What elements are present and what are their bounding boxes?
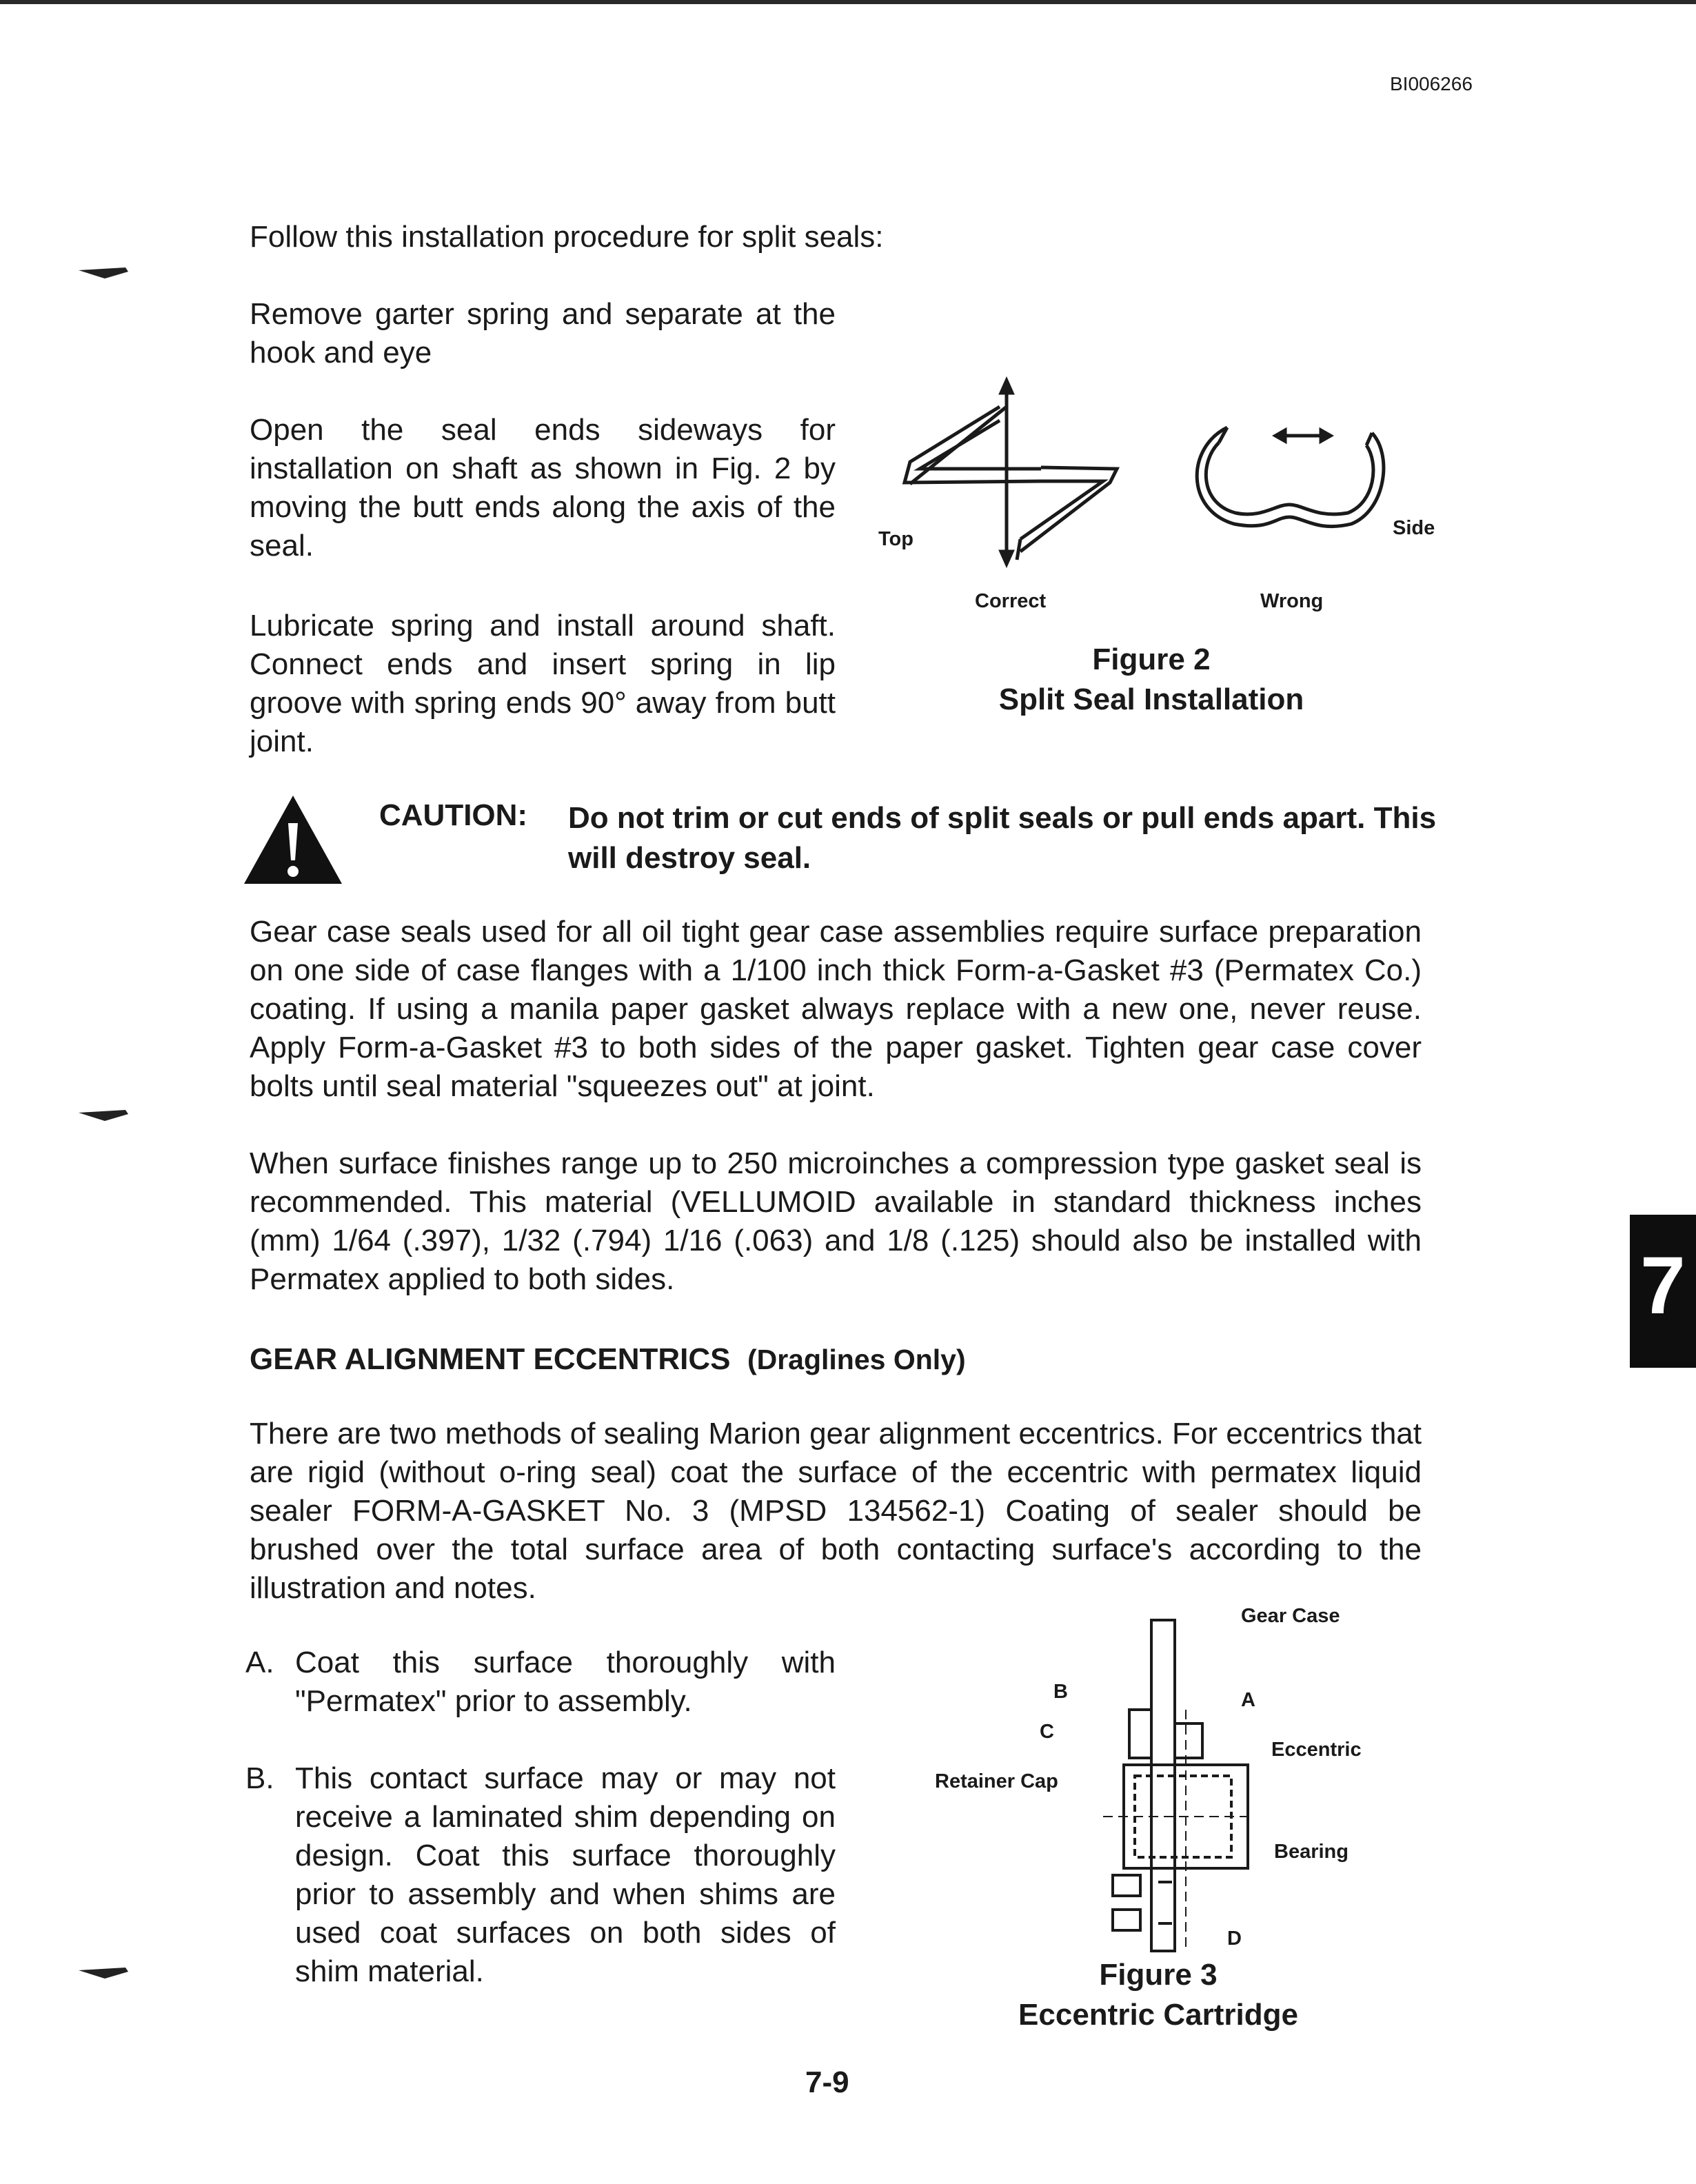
figure2-caption (951, 640, 1351, 720)
list-text: Coat this surface thoroughly with "Permatex" prior to assembly. (295, 1646, 836, 1718)
figure3-label-d: D (1227, 1928, 1242, 1950)
figure3-label-retainer-cap: Retainer Cap (935, 1770, 1058, 1792)
split-seal-wrong-diagram (1179, 414, 1400, 552)
list-marker: B. (245, 1761, 274, 1795)
gear-case-paragraph: Gear case seals used for all oil tight gear case assemblies require surface preparation on one side of case flanges with a 1/100 inch thick Form-a-Gasket #3 (Permatex Co.) coating. If using a manila paper gasket always replace with a new one, never reuse. Apply Form-a-Gasket #3 to both sides of the paper gasket. Tighten gear case cover bolts until seal material "squeezes out" at joint. (250, 915, 1422, 1103)
intro-text: Follow this installation procedure for split seals: (250, 220, 884, 254)
figure2-label-correct: Correct (975, 590, 1047, 612)
step-2: Open the seal ends sideways for installation on shaft as shown in Fig. 2 by moving the butt ends along the axis of the seal. (250, 413, 836, 563)
section-heading-main: GEAR ALIGNMENT ECCENTRICS (250, 1342, 731, 1376)
top-rule (0, 0, 1696, 4)
split-seal-correct-diagram (896, 379, 1124, 565)
figure3-label-b: B (1053, 1681, 1068, 1703)
chapter-tab (1630, 1215, 1696, 1368)
section-heading-sub: (Draglines Only) (747, 1344, 966, 1375)
figure2-title: Figure 2 (1092, 643, 1211, 676)
warning-triangle-icon (241, 793, 345, 887)
step-3: Lubricate spring and install around shaft. Connect ends and insert spring in lip groove with spring ends 90° away from butt joint. (250, 609, 836, 758)
eccentric-cartridge-diagram (1076, 1606, 1282, 1965)
figure3-label-bearing: Bearing (1274, 1841, 1349, 1863)
figure2-label-top: Top (878, 528, 913, 550)
list-text: This contact surface may or may not receive a laminated shim depending on design. Coat this surface thoroughly prior to assembly and when shims are used coat surfaces on both sides of shim material. (295, 1761, 836, 1988)
figure2-subtitle: Split Seal Installation (998, 682, 1304, 716)
figure2-label-wrong: Wrong (1260, 590, 1324, 612)
margin-mark-icon (77, 1966, 130, 1981)
figure3-caption (951, 1955, 1365, 2035)
figure2-label-side: Side (1393, 517, 1435, 539)
step-1: Remove garter spring and separate at the hook and eye (250, 297, 836, 370)
section-heading (250, 1340, 1422, 1379)
chapter-tab-number: 7 (1640, 1240, 1686, 1331)
eccentrics-paragraph: There are two methods of sealing Marion gear alignment eccentrics. For eccentrics that are rigid (without o-ring seal) coat the surface of the eccentric with permatex liquid sealer FORM-A-GASKET No. 3 (MPSD 134562-1) Coating of sealer should be brushed over the total surface area of both contacting surface's according to the illustration and notes. (250, 1417, 1422, 1605)
figure3-label-eccentric: Eccentric (1271, 1739, 1362, 1761)
figure3-subtitle: Eccentric Cartridge (1018, 1998, 1298, 2032)
figure3-title: Figure 3 (1099, 1958, 1218, 1992)
document-id: BI006266 (1390, 73, 1473, 94)
margin-mark-icon (77, 266, 130, 281)
list-marker: A. (245, 1646, 274, 1679)
figure3-label-c: C (1040, 1721, 1054, 1743)
margin-mark-icon (77, 1109, 130, 1124)
caution-label: CAUTION: (379, 798, 528, 832)
surface-finish-paragraph: When surface finishes range up to 250 microinches a compression type gasket seal is recommended. This material (VELLUMOID available in standard thickness inches (mm) 1/64 (.397), 1/32 (.794) 1/16 (.063) and 1/8 (.125) should also be installed with Permatex applied to both sides. (250, 1146, 1422, 1296)
figure3-label-gear-case: Gear Case (1241, 1605, 1340, 1627)
caution-text: Do not trim or cut ends of split seals or pull ends apart. This will destroy seal. (568, 801, 1437, 875)
page-number: 7-9 (805, 2065, 849, 2099)
figure3-label-a: A (1241, 1689, 1255, 1711)
